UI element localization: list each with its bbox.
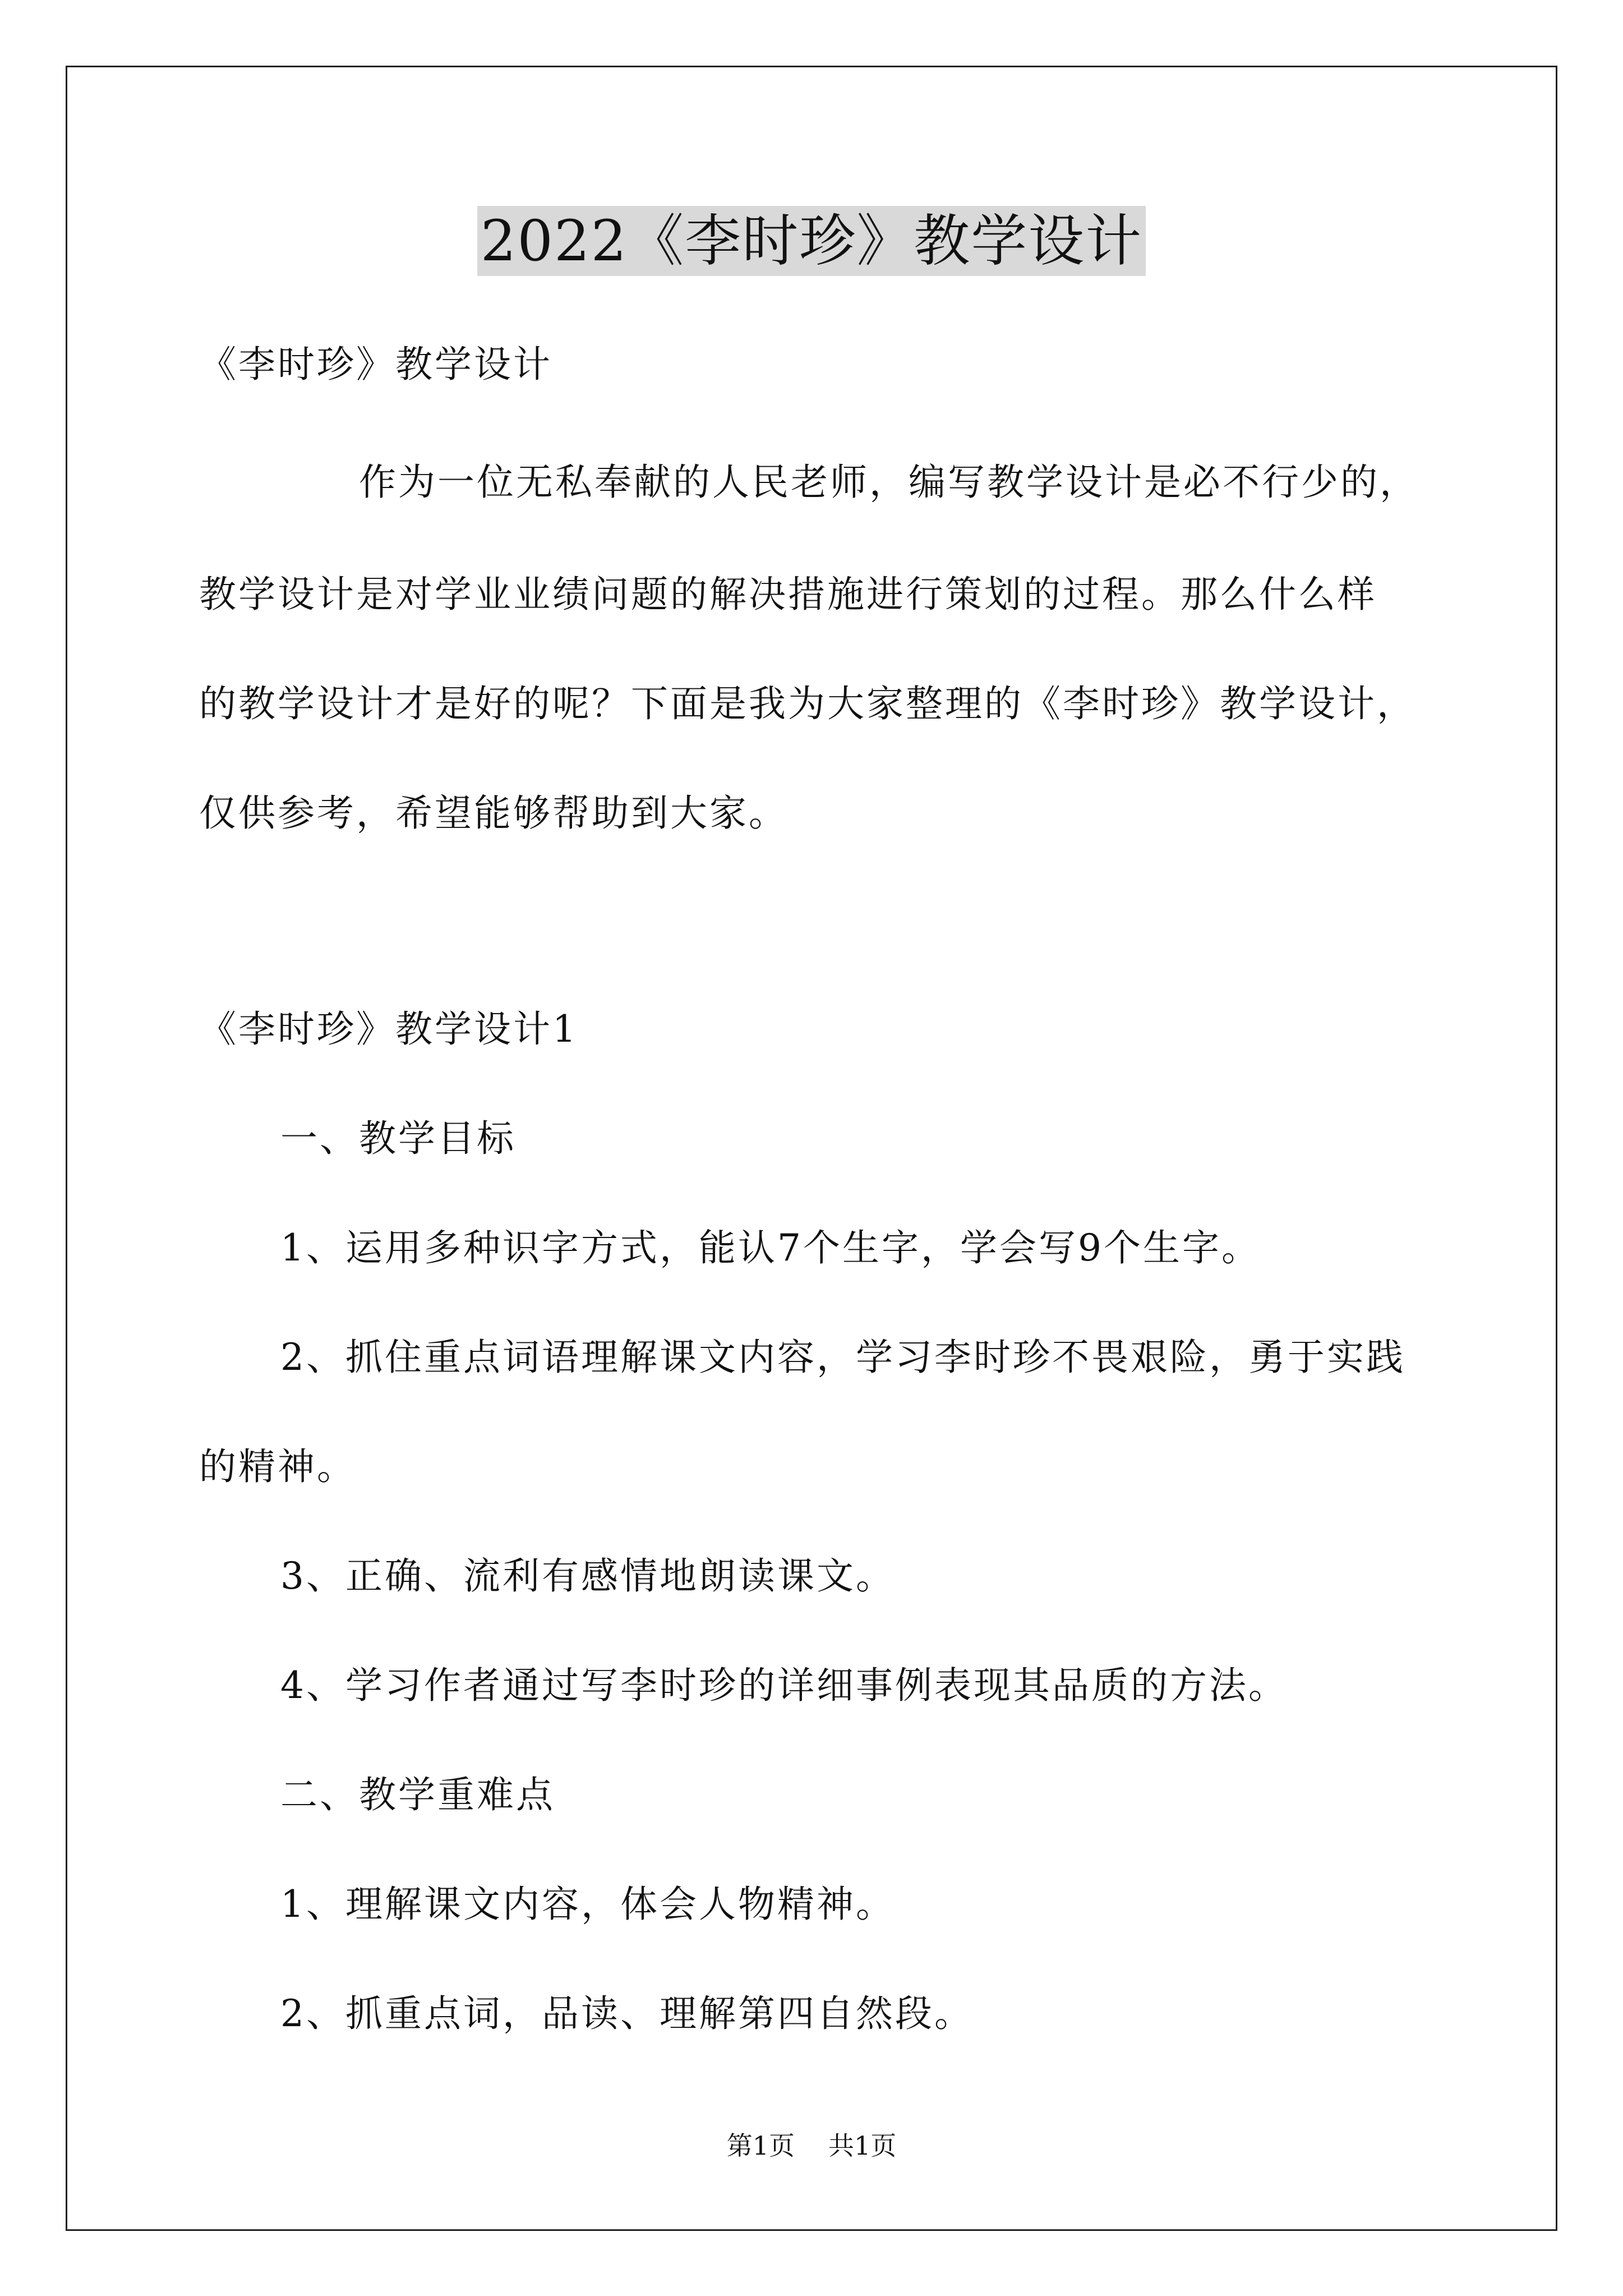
paragraph-line: 仅供参考，希望能够帮助到大家。 [199, 792, 788, 835]
list-item: 1、理解课文内容，体会人物精神。 [280, 1883, 895, 1926]
list-item: 4、学习作者通过写李时珍的详细事例表现其品质的方法。 [280, 1664, 1288, 1707]
page-number-total: 共1页 [828, 2131, 897, 2161]
page-footer [0, 2129, 1623, 2162]
paragraph-line: 作为一位无私奉献的人民老师，编写教学设计是必不行少的， [359, 461, 1419, 504]
document-title [0, 202, 1623, 280]
paragraph-line: 教学设计是对学业业绩问题的解决措施进行策划的过程。那么什么样 [199, 573, 1377, 616]
subtitle-line: 《李时珍》教学设计 [199, 343, 552, 386]
list-item: 2、抓住重点词语理解课文内容，学习李时珍不畏艰险，勇于实践 [280, 1336, 1405, 1379]
subsection-heading: 二、教学重难点 [280, 1773, 555, 1816]
page-number-current: 第1页 [726, 2131, 795, 2161]
list-item: 3、正确、流利有感情地朗读课文。 [280, 1554, 895, 1598]
list-item: 2、抓重点词，品读、理解第四自然段。 [280, 1992, 974, 2035]
list-item-continuation: 的精神。 [199, 1445, 356, 1488]
section-heading: 《李时珍》教学设计1 [199, 1007, 578, 1051]
subsection-heading: 一、教学目标 [280, 1117, 516, 1160]
document-title-text: 2022《李时珍》教学设计 [477, 206, 1146, 276]
list-item: 1、运用多种识字方式，能认7个生字，学会写9个生字。 [280, 1226, 1261, 1269]
paragraph-line: 的教学设计才是好的呢？下面是我为大家整理的《李时珍》教学设计， [199, 682, 1416, 725]
